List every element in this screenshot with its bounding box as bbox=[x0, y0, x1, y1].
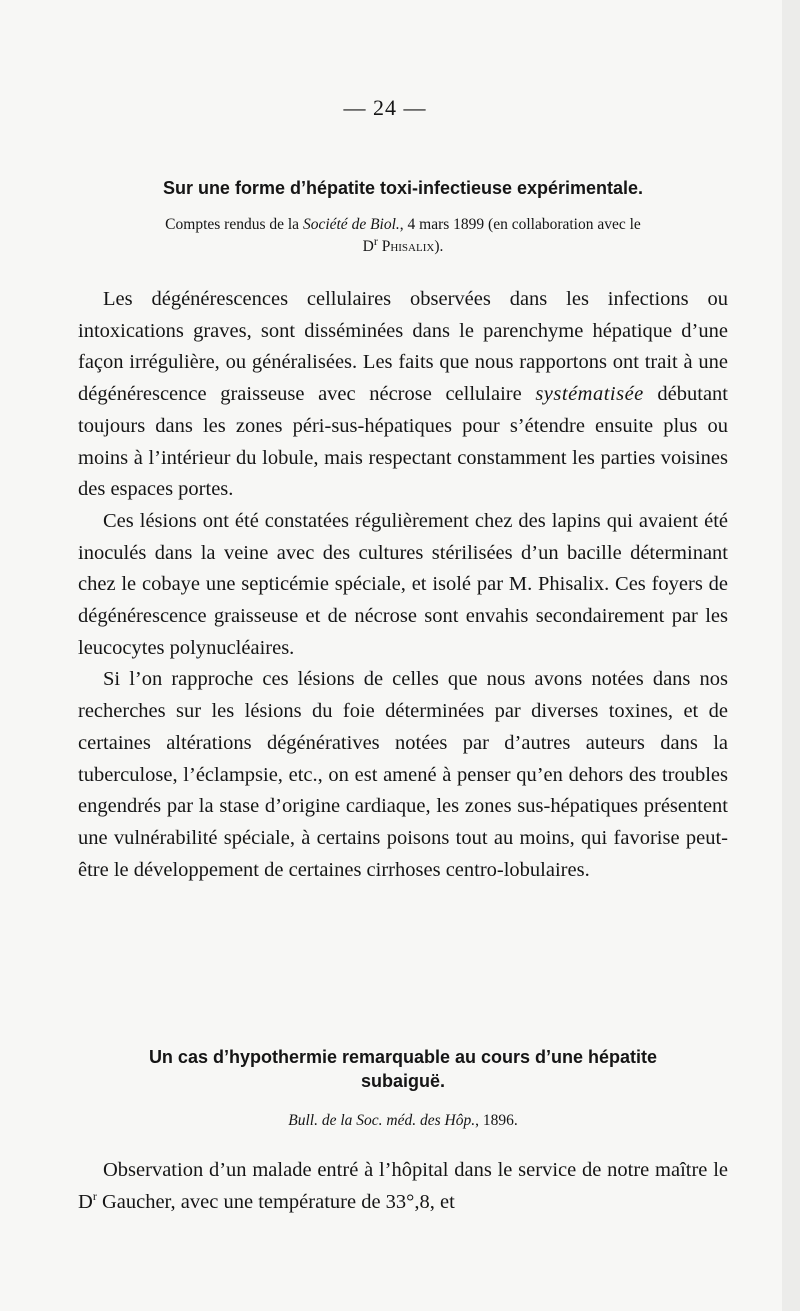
section2-title-line2: subaiguë. bbox=[360, 1071, 445, 1091]
paragraph-3: Si l’on rapproche ces lésions de celles que nous avons notées dans nos recherches sur les lésions du foie déterminées par diverses toxines, et de certaines altérations dégénératives notées par d’autres auteurs dans la tuberculose, l’éclampsie, etc., on est amené à penser qu’en dehors des troubles engendrés par la stase d’origine cardiaque, les zones sus-hépatiques présentent une vulnérabilité spéciale, à certains poisons tout au moins, qui favorise peut-être le développement de certaines cirrhoses centro-lobulaires. bbox=[78, 668, 728, 881]
section2-body bbox=[78, 1155, 728, 1218]
paragraph-1-emphasis: systématisée bbox=[535, 383, 644, 406]
reference-collab-title: D bbox=[362, 238, 374, 255]
reference-date: , 4 mars 1899 (en collaboration avec le bbox=[399, 216, 641, 233]
section2-paragraph-sup: r bbox=[92, 1188, 97, 1203]
reference-journal: Société de Biol. bbox=[302, 216, 400, 233]
section2-reference-year: , 1896. bbox=[475, 1112, 518, 1129]
section2-title-line1: Un cas d’hypothermie remarquable au cours d’une hépatite bbox=[148, 1047, 658, 1067]
section2-paragraph-before: Observation d’un malade entré à l’hôpital dans le service de notre maître le D bbox=[78, 1159, 728, 1213]
paragraph-1-before: Les dégénérescences cellulaires observées dans les infections ou intoxications graves, sont disséminées dans le parenchyme hépatique d’une façon irrégulière, ou généralisées. Les faits que nous rapportons ont trait à une dégénérescence graisseuse avec nécrose cellulaire bbox=[78, 288, 728, 406]
page-number: — 24 — bbox=[343, 95, 427, 120]
section2-reference-journal: Bull. de la Soc. méd. des Hôp. bbox=[288, 1112, 476, 1129]
section1-reference bbox=[78, 214, 728, 258]
paragraph-1-after: débutant toujours dans les zones péri-sus-hépatiques pour s’étendre ensuite plus ou moins à l’intérieur du lobule, mais respectant constamment les parties voisines des espaces portes. bbox=[78, 383, 728, 501]
section1-body bbox=[78, 284, 728, 886]
paragraph-1 bbox=[78, 284, 728, 506]
section-title-hepatite-toxi-infectieuse: Sur une forme d’hépatite toxi-infectieuse expérimentale. bbox=[162, 178, 644, 198]
section-title-hypothermie bbox=[78, 1045, 728, 1093]
paragraph-2: Ces lésions ont été constatées régulièrement chez des lapins qui avaient été inoculés dans la veine avec des cultures stérilisées d’un bacille déterminant chez le cobaye une septicémie spéciale, et isolé par M. Phisalix. Ces foyers de dégénérescence graisseuse et de nécrose sont envahis secondairement par les leucocytes polynucléaires. bbox=[78, 509, 728, 659]
reference-collab-sup: r bbox=[373, 233, 378, 248]
section2-reference bbox=[78, 1110, 728, 1132]
section2-paragraph-after: Gaucher, avec une température de 33°,8, et bbox=[96, 1190, 455, 1213]
section2-paragraph bbox=[78, 1155, 728, 1218]
reference-prefix: Comptes rendus de la bbox=[165, 216, 303, 233]
reference-collab-name: Phisalix). bbox=[377, 238, 444, 255]
